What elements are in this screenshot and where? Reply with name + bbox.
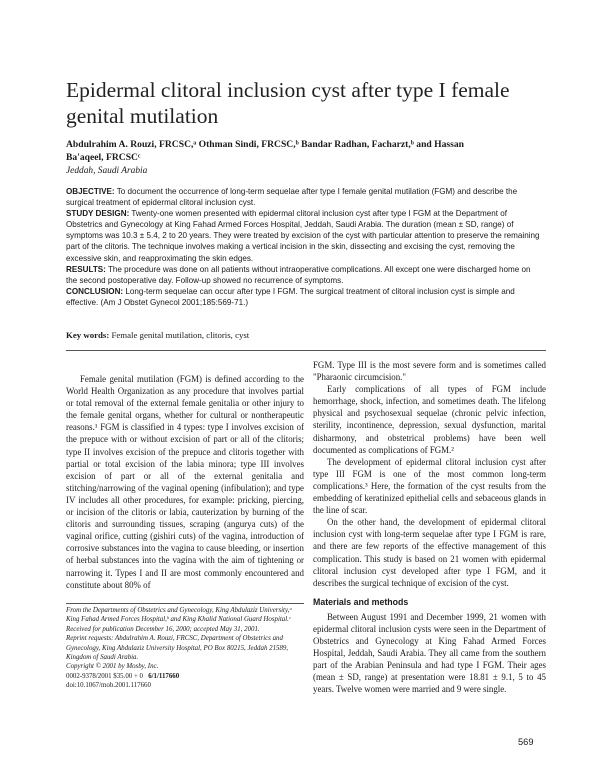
- body-column-right: [313, 359, 546, 696]
- footnote-affiliations: From the Departments of Obstetrics and Gynecology, King Abdulaziz University,ᵃ King Fahad Armed Forces Hospital,ᵇ and King Khalid National Guard Hospital.ᶜ: [66, 607, 293, 624]
- objective-text: To document the occurrence of long-term sequelae after type I female genital mutilation (FGM) and describe the surgical treatment of epidermal clitoral inclusion cyst.: [66, 187, 518, 208]
- abstract: [66, 186, 542, 308]
- footnote-doi: doi:10.1067/mob.2001.117660: [66, 682, 151, 690]
- conclusion-label: CONCLUSION:: [66, 286, 124, 296]
- body-paragraph: Female genital mutilation (FGM) is defined according to the World Health Organization as any procedure that involves partial or total removal of the external female genitalia or other injury to the female genital organs, whether for cultural or nontherapeutic reasons.¹ FGM is classified in 4 types: type I involves excision of the prepuce with or without excision of part or all of the clitoris; type II involves excision of the prepuce and clitoris together with partial or total excision of the labia minora; type III involves excision of part or all of the external genitalia and stitching/narrowing of the vaginal opening (infibulation); and type IV includes all other procedures, for example: pricking, piercing, or incision of the clitoris or labia, cauterization by burning of the clitoris and surrounding tissues, scraping (angurya cuts) of the vaginal orifice, cutting (gishiri cuts) of the vagina, introduction of corrosive substances into the vagina to cause bleeding, or insertion of herbal substances into the vagina with the aim of tightening or narrowing it. Types I and II are most commonly encountered and constitute about 80% of: [66, 374, 304, 590]
- footnote-issn-text: 0002-9378/2001 $35.00 + 0: [66, 672, 144, 680]
- keywords-label: Key words:: [66, 330, 110, 340]
- body-paragraph: Early complications of all types of FGM include hemorrhage, shock, infection, and sometimes death. The lifelong physical and psychosexual sequelae (chronic pelvic infection, sterility, incontinence, depression, sexual dysfunction, marital disharmony, and obstetrical problems) have been well documented as complications of FGM.²: [313, 384, 546, 455]
- abstract-objective: [66, 186, 542, 208]
- results-text: The procedure was done on all patients without intraoperative complications. All except one were discharged home on the second postoperative day. Follow-up showed no recurrence of symptoms.: [66, 264, 531, 285]
- section-divider: [66, 350, 546, 351]
- footnote: [66, 606, 304, 691]
- footnote-copyright: Copyright © 2001 by Mosby, Inc.: [66, 663, 159, 671]
- page-number: 569: [518, 737, 534, 747]
- author-line-1: Abdulrahim A. Rouzi, FRCSC,ᵃ Othman Sindi, FRCSC,ᵇ Bandar Radhan, Facharzt,ᵇ and Hassan: [66, 139, 465, 150]
- abstract-design: [66, 208, 542, 263]
- objective-label: OBJECTIVE:: [66, 187, 115, 196]
- section-heading: Materials and methods: [313, 596, 409, 607]
- body-paragraph: FGM. Type III is the most severe form and is sometimes called "Pharaonic circumcision.": [313, 360, 546, 383]
- body-paragraph: On the other hand, the development of epidermal clitoral inclusion cyst with long-term sequelae after type I FGM is rare, and there are few reports of the effective management of this complication. This study is based on 21 women with epidermal clitoral inclusion cyst developed after type I FGM, and it describes the surgical technique of excision of the cyst.: [313, 517, 546, 588]
- footnote-divider: [66, 603, 304, 604]
- body-paragraph: The development of epidermal clitoral inclusion cyst after type III FGM is one of the most common long-term complications.³ Here, the formation of the cyst results from the embedding of keratinized epithelial cells and sebaceous glands in the line of scar.: [313, 456, 546, 516]
- body-paragraph: Between August 1991 and December 1999, 21 women with epidermal clitoral inclusion cysts were seen in the Department of Obstetrics and Gynecology at King Fahad Armed Forces Hospital, Jeddah, Saudi Arabia. They all came from the southern part of the Arabian Peninsula and had type I FGM. Their ages (mean ± SD, range) at presentation were 18.81 ± 9.1, 5 to 45 years. Twelve women were married and 9 were single.: [313, 611, 546, 695]
- article-title: Epidermal clitoral inclusion cyst after type I female genital mutilation: [66, 78, 510, 128]
- footnote-received: Received for publication December 16, 2000; accepted May 31, 2001.: [66, 625, 260, 633]
- design-text: Twenty-one women presented with epidermal clitoral inclusion cyst after type I FGM at the Department of Obstetrics and Gynecology at King Fahad Armed Forces Hospital, Jeddah, Saudi Arabia. The duration (mean ± SD, range) of symptoms was 10.3 ± 5.4, 2 to 20 years. They were treated by excision of the cyst with particular attention to preserve the remaining part of the clitoris. The technique involves making a vertical incision in the skin, dissecting and excising the cyst, removing the excessive skin, and reapproximating the skin edges.: [66, 209, 540, 263]
- abstract-conclusion: [66, 286, 542, 308]
- footnote-reprints: Reprint requests: Abdulrahim A. Rouzi, FRCSC, Department of Obstetrics and Gynecology, King Abdulaziz University Hospital, PO Box 80215, Jeddah 21589, Kingdom of Saudi Arabia.: [66, 635, 289, 662]
- author-city: Jeddah, Saudi Arabia: [66, 166, 148, 176]
- keywords: [66, 330, 249, 340]
- conclusion-text: Long-term sequelae can occur after type I FGM. The surgical treatment of clitoral inclusion cyst is simple and effective. (Am J Obstet Gynecol 2001;185:569-71.): [66, 286, 515, 307]
- design-label: STUDY DESIGN:: [66, 209, 130, 219]
- footnote-issn-code: 6/1/117660: [148, 672, 180, 680]
- results-label: RESULTS:: [66, 264, 106, 274]
- body-column-left: [66, 373, 304, 591]
- author-line-2: Ba'aqeel, FRCSCᶜ: [66, 152, 141, 163]
- abstract-results: [66, 264, 542, 286]
- keywords-text: Female genital mutilation, clitoris, cyst: [111, 330, 250, 340]
- author-list: [66, 138, 536, 164]
- footnote-issn: [66, 672, 304, 681]
